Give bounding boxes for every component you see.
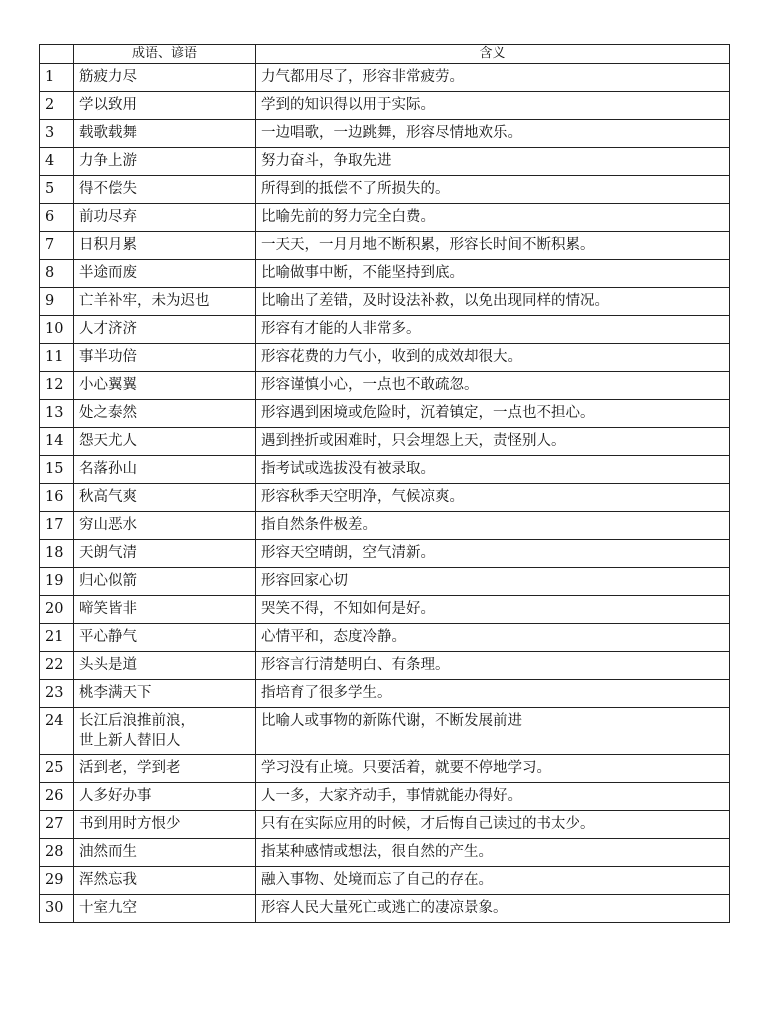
idiom-cell — [74, 652, 256, 680]
row-number: 17 — [40, 512, 74, 540]
idiom-text: 人多好办事 — [79, 788, 152, 804]
table-row — [40, 92, 730, 120]
row-number: 18 — [40, 540, 74, 568]
table-row — [40, 372, 730, 400]
idiom-cell — [74, 316, 256, 344]
row-number: 5 — [40, 176, 74, 204]
table-row — [40, 316, 730, 344]
table-body — [40, 64, 730, 923]
table-header-row — [40, 45, 730, 64]
idiom-text: 天朗气清 — [79, 545, 137, 561]
idiom-cell — [74, 344, 256, 372]
meaning-cell: 指某种感情或想法，很自然的产生。 — [256, 839, 730, 867]
row-number: 21 — [40, 624, 74, 652]
row-number: 19 — [40, 568, 74, 596]
meaning-cell: 心情平和，态度冷静。 — [256, 624, 730, 652]
idiom-cell — [74, 148, 256, 176]
idiom-cell — [74, 176, 256, 204]
idiom-cell — [74, 372, 256, 400]
idiom-text: 油然而生 — [79, 844, 137, 860]
row-number: 6 — [40, 204, 74, 232]
idiom-text: 长江后浪推前浪， — [79, 713, 195, 729]
row-number: 2 — [40, 92, 74, 120]
table-row — [40, 260, 730, 288]
meaning-cell: 形容花费的力气小，收到的成效却很大。 — [256, 344, 730, 372]
idiom-text: 载歌载舞 — [79, 125, 137, 141]
idiom-cell — [74, 260, 256, 288]
row-number: 26 — [40, 783, 74, 811]
idiom-text: 事半功倍 — [79, 349, 137, 365]
row-number: 13 — [40, 400, 74, 428]
table-row — [40, 288, 730, 316]
meaning-cell: 一天天，一月月地不断积累，形容长时间不断积累。 — [256, 232, 730, 260]
idiom-text: 小心翼翼 — [79, 377, 137, 393]
meaning-cell: 努力奋斗，争取先进 — [256, 148, 730, 176]
idiom-text: 筋疲力尽 — [79, 69, 137, 85]
meaning-cell: 比喻人或事物的新陈代谢，不断发展前进 — [256, 708, 730, 755]
header-idiom: 成语、谚语 — [74, 45, 256, 64]
row-number: 12 — [40, 372, 74, 400]
table-row — [40, 540, 730, 568]
meaning-cell: 形容言行清楚明白、有条理。 — [256, 652, 730, 680]
idiom-cell — [74, 400, 256, 428]
idiom-text: 浑然忘我 — [79, 872, 137, 888]
table-row — [40, 456, 730, 484]
idiom-text: 前功尽弃 — [79, 209, 137, 225]
idiom-cell — [74, 811, 256, 839]
row-number: 22 — [40, 652, 74, 680]
table-row — [40, 176, 730, 204]
meaning-cell: 一边唱歌，一边跳舞，形容尽情地欢乐。 — [256, 120, 730, 148]
meaning-cell: 学习没有止境。只要活着，就要不停地学习。 — [256, 755, 730, 783]
idiom-cell — [74, 120, 256, 148]
idiom-text: 日积月累 — [79, 237, 137, 253]
row-number: 27 — [40, 811, 74, 839]
idiom-cell — [74, 232, 256, 260]
meaning-cell: 指考试或选拔没有被录取。 — [256, 456, 730, 484]
meaning-cell: 形容有才能的人非常多。 — [256, 316, 730, 344]
idiom-cell — [74, 64, 256, 92]
row-number: 8 — [40, 260, 74, 288]
idiom-cell — [74, 680, 256, 708]
row-number: 7 — [40, 232, 74, 260]
table-row — [40, 839, 730, 867]
idiom-cell — [74, 456, 256, 484]
idiom-cell — [74, 568, 256, 596]
table-row — [40, 680, 730, 708]
table-row — [40, 120, 730, 148]
row-number: 23 — [40, 680, 74, 708]
table-row — [40, 64, 730, 92]
meaning-cell: 形容回家心切 — [256, 568, 730, 596]
table-row — [40, 783, 730, 811]
meaning-cell: 形容谨慎小心，一点也不敢疏忽。 — [256, 372, 730, 400]
idiom-cell — [74, 839, 256, 867]
idiom-cell — [74, 204, 256, 232]
idiom-text: 人才济济 — [79, 321, 137, 337]
meaning-cell: 力气都用尽了，形容非常疲劳。 — [256, 64, 730, 92]
idiom-cell — [74, 92, 256, 120]
idiom-text: 学以致用 — [79, 97, 137, 113]
row-number: 20 — [40, 596, 74, 624]
meaning-cell: 形容人民大量死亡或逃亡的凄凉景象。 — [256, 895, 730, 923]
row-number: 24 — [40, 708, 74, 755]
table-row — [40, 204, 730, 232]
meaning-cell: 指自然条件极差。 — [256, 512, 730, 540]
meaning-cell: 学到的知识得以用于实际。 — [256, 92, 730, 120]
table-row — [40, 484, 730, 512]
idiom-text: 穷山恶水 — [79, 517, 137, 533]
idiom-text: 处之泰然 — [79, 405, 137, 421]
idiom-text: 活到老，学到老 — [79, 760, 181, 776]
idiom-text: 力争上游 — [79, 153, 137, 169]
table-row — [40, 811, 730, 839]
meaning-cell: 所得到的抵偿不了所损失的。 — [256, 176, 730, 204]
idiom-cell — [74, 624, 256, 652]
table-row — [40, 708, 730, 755]
idiom-text: 怨天尤人 — [79, 433, 137, 449]
meaning-cell: 比喻出了差错，及时设法补救，以免出现同样的情况。 — [256, 288, 730, 316]
row-number: 9 — [40, 288, 74, 316]
idiom-cell — [74, 783, 256, 811]
idiom-text: 归心似箭 — [79, 573, 137, 589]
idiom-cell — [74, 755, 256, 783]
idiom-text: 十室九空 — [79, 900, 137, 916]
idiom-text: 平心静气 — [79, 629, 137, 645]
idiom-table — [39, 44, 730, 923]
row-number: 14 — [40, 428, 74, 456]
meaning-cell: 哭笑不得，不知如何是好。 — [256, 596, 730, 624]
header-meaning: 含义 — [256, 45, 730, 64]
row-number: 15 — [40, 456, 74, 484]
table-row — [40, 755, 730, 783]
idiom-cell — [74, 484, 256, 512]
meaning-cell: 比喻做事中断，不能坚持到底。 — [256, 260, 730, 288]
idiom-cell — [74, 895, 256, 923]
meaning-cell: 形容遇到困境或危险时，沉着镇定，一点也不担心。 — [256, 400, 730, 428]
row-number: 3 — [40, 120, 74, 148]
idiom-cell — [74, 708, 256, 755]
idiom-text: 头头是道 — [79, 657, 137, 673]
meaning-cell: 比喻先前的努力完全白费。 — [256, 204, 730, 232]
meaning-cell: 融入事物、处境而忘了自己的存在。 — [256, 867, 730, 895]
row-number: 4 — [40, 148, 74, 176]
table-row — [40, 400, 730, 428]
table-row — [40, 895, 730, 923]
row-number: 30 — [40, 895, 74, 923]
idiom-text: 桃李满天下 — [79, 685, 152, 701]
row-number: 25 — [40, 755, 74, 783]
row-number: 10 — [40, 316, 74, 344]
row-number: 28 — [40, 839, 74, 867]
table-row — [40, 867, 730, 895]
meaning-cell: 遇到挫折或困难时，只会埋怨上天，责怪别人。 — [256, 428, 730, 456]
table-row — [40, 652, 730, 680]
idiom-cell — [74, 596, 256, 624]
idiom-cell — [74, 540, 256, 568]
table-row — [40, 596, 730, 624]
meaning-cell: 人一多，大家齐动手，事情就能办得好。 — [256, 783, 730, 811]
idiom-text: 亡羊补牢，未为迟也 — [79, 293, 210, 309]
idiom-cell — [74, 867, 256, 895]
idiom-text: 名落孙山 — [79, 461, 137, 477]
idiom-cell — [74, 288, 256, 316]
row-number: 16 — [40, 484, 74, 512]
table-row — [40, 624, 730, 652]
table-row — [40, 344, 730, 372]
idiom-text: 得不偿失 — [79, 181, 137, 197]
meaning-cell: 只有在实际应用的时候，才后悔自己读过的书太少。 — [256, 811, 730, 839]
header-number — [40, 45, 74, 64]
table-row — [40, 148, 730, 176]
table-row — [40, 512, 730, 540]
idiom-text: 书到用时方恨少 — [79, 816, 181, 832]
row-number: 11 — [40, 344, 74, 372]
idiom-text: 半途而废 — [79, 265, 137, 281]
idiom-cell — [74, 512, 256, 540]
idiom-text: 秋高气爽 — [79, 489, 137, 505]
meaning-cell: 形容秋季天空明净，气候凉爽。 — [256, 484, 730, 512]
row-number: 29 — [40, 867, 74, 895]
table-row — [40, 568, 730, 596]
table-row — [40, 428, 730, 456]
idiom-text: 啼笑皆非 — [79, 601, 137, 617]
meaning-cell: 形容天空晴朗，空气清新。 — [256, 540, 730, 568]
row-number: 1 — [40, 64, 74, 92]
idiom-text: 世上新人替旧人 — [79, 733, 181, 749]
meaning-cell: 指培育了很多学生。 — [256, 680, 730, 708]
table-row — [40, 232, 730, 260]
idiom-cell — [74, 428, 256, 456]
